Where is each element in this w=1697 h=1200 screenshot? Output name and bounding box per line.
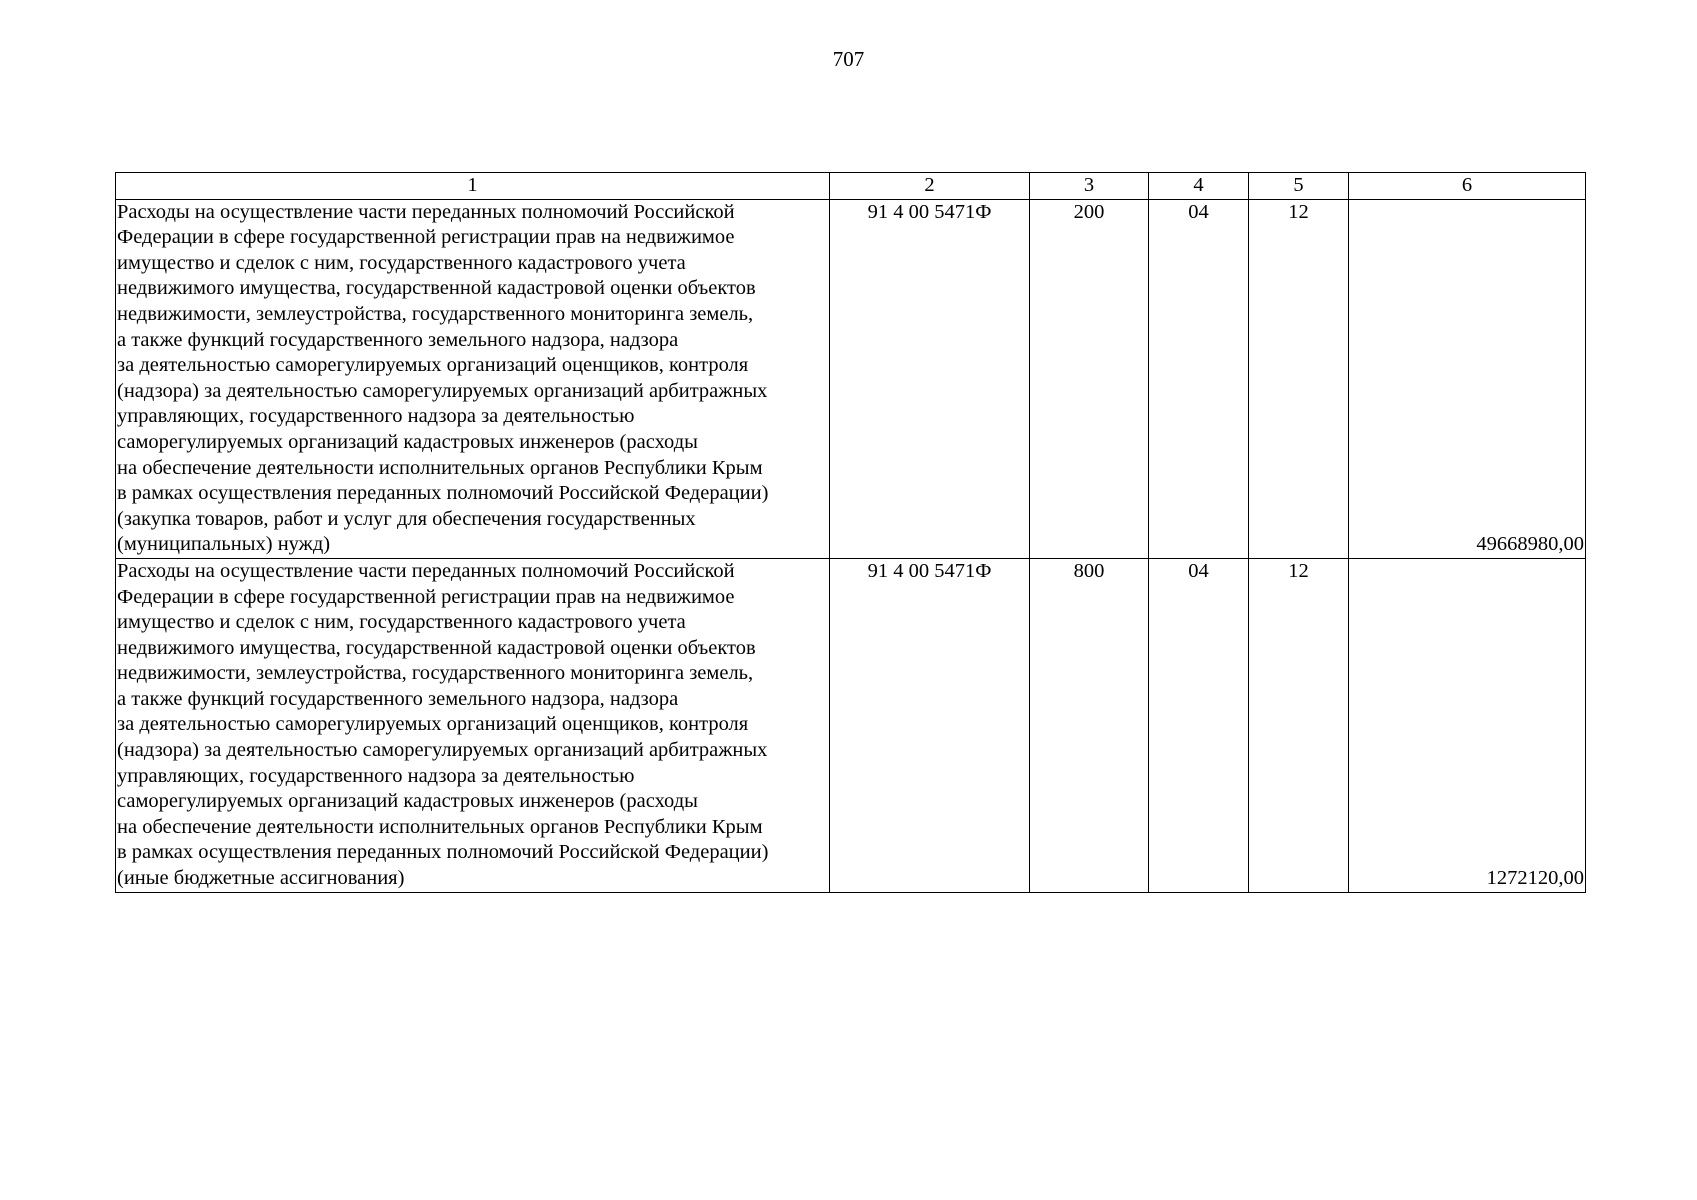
description-line: саморегулируемых организаций кадастровых инженеров (расходы bbox=[117, 430, 698, 453]
target-article-code: 91 4 00 5471Ф bbox=[830, 199, 1030, 558]
budget-table bbox=[115, 172, 1586, 893]
description-line: Федерации в сфере государственной регистрации прав на недвижимое bbox=[117, 585, 735, 608]
expense-type-code: 200 bbox=[1030, 199, 1149, 558]
description-line: за деятельностью саморегулируемых организаций оценщиков, контроля bbox=[117, 354, 749, 377]
description-line: за деятельностью саморегулируемых организаций оценщиков, контроля bbox=[117, 713, 749, 736]
header-col-6: 6 bbox=[1349, 173, 1586, 200]
subsection-code: 12 bbox=[1249, 199, 1349, 558]
description-line: на обеспечение деятельности исполнительных органов Республики Крым bbox=[117, 815, 763, 838]
description-line: (муниципальных) нужд) bbox=[117, 533, 331, 556]
amount-value: 1272120,00 bbox=[1349, 558, 1586, 892]
description-line: на обеспечение деятельности исполнительных органов Республики Крым bbox=[117, 456, 763, 479]
description-line: Расходы на осуществление части переданных полномочий Российской bbox=[117, 559, 735, 582]
description-line: (надзора) за деятельностью саморегулируемых организаций арбитражных bbox=[117, 379, 768, 402]
description-line: в рамках осуществления переданных полномочий Российской Федерации) bbox=[117, 482, 769, 505]
description-line: (иные бюджетные ассигнования) bbox=[117, 867, 405, 890]
description-line: в рамках осуществления переданных полномочий Российской Федерации) bbox=[117, 841, 769, 864]
row-description bbox=[116, 558, 830, 892]
description-line: саморегулируемых организаций кадастровых инженеров (расходы bbox=[117, 790, 698, 813]
table-row bbox=[116, 558, 1586, 892]
description-line: управляющих, государственного надзора за деятельностью bbox=[117, 405, 635, 428]
subsection-code: 12 bbox=[1249, 558, 1349, 892]
row-description bbox=[116, 199, 830, 558]
header-col-5: 5 bbox=[1249, 173, 1349, 200]
header-col-4: 4 bbox=[1149, 173, 1249, 200]
expense-type-code: 800 bbox=[1030, 558, 1149, 892]
description-line: Расходы на осуществление части переданных полномочий Российской bbox=[117, 200, 735, 223]
header-col-1: 1 bbox=[116, 173, 830, 200]
description-line: недвижимого имущества, государственной кадастровой оценки объектов bbox=[117, 277, 756, 300]
header-col-3: 3 bbox=[1030, 173, 1149, 200]
description-line: управляющих, государственного надзора за деятельностью bbox=[117, 764, 635, 787]
description-line: недвижимого имущества, государственной кадастровой оценки объектов bbox=[117, 636, 756, 659]
table-header bbox=[116, 173, 1586, 200]
section-code: 04 bbox=[1149, 199, 1249, 558]
header-row bbox=[116, 173, 1586, 200]
description-line: (надзора) за деятельностью саморегулируемых организаций арбитражных bbox=[117, 739, 768, 762]
description-line: имущество и сделок с ним, государственного кадастрового учета bbox=[117, 251, 686, 274]
description-line: а также функций государственного земельного надзора, надзора bbox=[117, 328, 679, 351]
amount-value: 49668980,00 bbox=[1349, 199, 1586, 558]
description-line: (закупка товаров, работ и услуг для обеспечения государственных bbox=[117, 507, 696, 530]
description-line: недвижимости, землеустройства, государственного мониторинга земель, bbox=[117, 302, 754, 325]
description-line: имущество и сделок с ним, государственного кадастрового учета bbox=[117, 611, 686, 634]
description-line: Федерации в сфере государственной регистрации прав на недвижимое bbox=[117, 226, 735, 249]
description-line: недвижимости, землеустройства, государственного мониторинга земель, bbox=[117, 662, 754, 685]
header-col-2: 2 bbox=[830, 173, 1030, 200]
table-row bbox=[116, 199, 1586, 558]
section-code: 04 bbox=[1149, 558, 1249, 892]
description-line: а также функций государственного земельного надзора, надзора bbox=[117, 687, 679, 710]
page-number: 707 bbox=[832, 47, 865, 71]
target-article-code: 91 4 00 5471Ф bbox=[830, 558, 1030, 892]
